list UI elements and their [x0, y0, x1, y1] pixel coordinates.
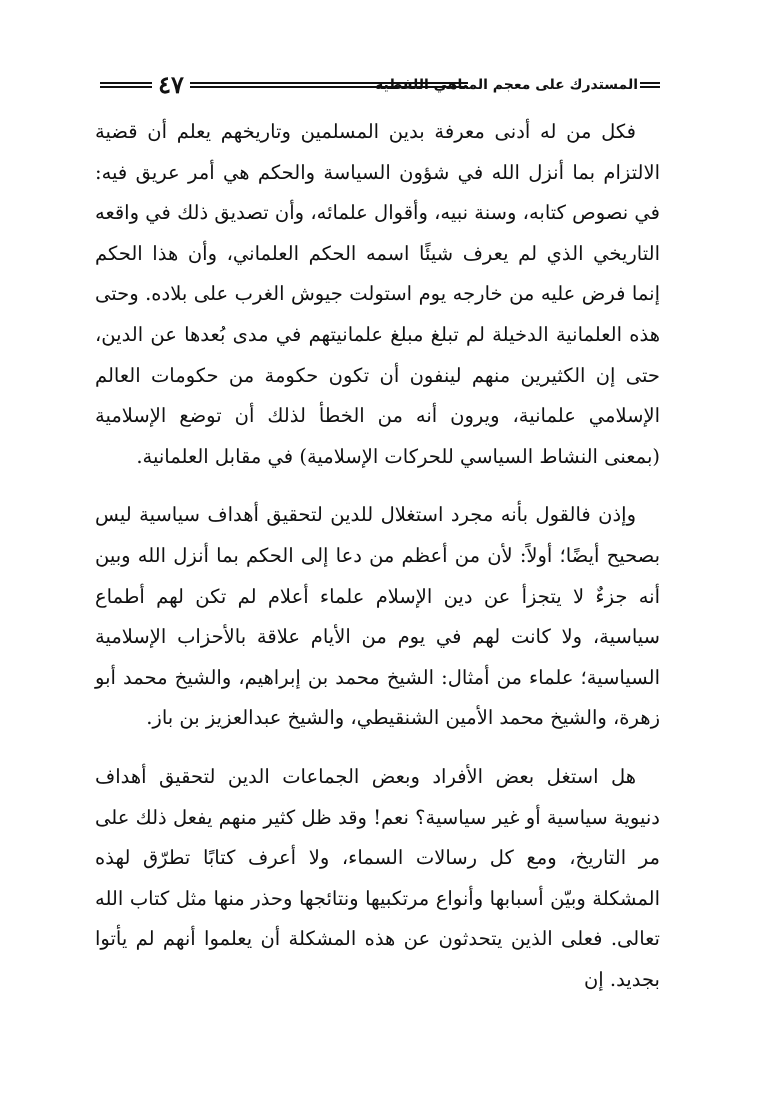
running-title: المستدرك على معجم المناهي اللفظية [375, 77, 638, 93]
paragraph-2: وإذن فالقول بأنه مجرد استغلال للدين لتحقيق أهداف سياسية ليس بصحيح أيضًا؛ أولاً: لأن من أعظم من دعا إلى الحكم بما أنزل الله وبين أنه جزءٌ لا يتجزأ عن دين الإسلام علماء أعلام لم تكن لهم أطماع سياسية، ولا كانت لهم في يوم من الأيام علاقة بالأحزاب الإسلامية السياسية؛ علماء من أمثال: الشيخ محمد بن إبراهيم، والشيخ محمد أبو زهرة، والشيخ محمد الأمين الشنقيطي، والشيخ عبدالعزيز بن باز. [95, 503, 660, 730]
body-text [95, 112, 660, 1000]
header-rule-left [100, 82, 152, 88]
header-rule-right [640, 82, 660, 88]
paragraph-3: هل استغل بعض الأفراد وبعض الجماعات الدين لتحقيق أهداف دنيوية سياسية أو غير سياسية؟ نعم! وقد ظل كثير منهم يفعل ذلك على مر التاريخ، ومع كل رسالات السماء، ولا أعرف كتابًا تطرّق لهذه المشكلة وبيّن أسبابها وأنواع مرتكبيها ونتائجها وحذر منها مثل كتاب الله تعالى. فعلى الذين يتحدثون عن هذه المشكلة أن يعلموا أنهم لم يأتوا بجديد. إن [95, 764, 660, 991]
paragraph-1: فكل من له أدنى معرفة بدين المسلمين وتاريخهم يعلم أن قضية الالتزام بما أنزل الله في شؤون السياسة والحكم هي أمر عريق فيه: في نصوص كتابه، وسنة نبيه، وأقوال علمائه، وأن تصديق ذلك في واقعه التاريخي الذي لم يعرف شيئًا اسمه الحكم العلماني، وأن هذا الحكم إنما فرض عليه من خارجه يوم استولت جيوش الغرب على بلاده. وحتى هذه العلمانية الدخيلة لم تبلغ مبلغ علمانيتهم في مدى بُعدها عن الدين، حتى إن الكثيرين منهم لينفون أن تكون حكومة من حكومات العالم الإسلامي علمانية، ويرون أنه من الخطأ لذلك أن توضع الإسلامية (بمعنى النشاط السياسي للحركات الإسلامية) في مقابل العلمانية. [95, 120, 660, 468]
running-header [100, 70, 660, 102]
page-number: ٤٧ [158, 70, 184, 99]
